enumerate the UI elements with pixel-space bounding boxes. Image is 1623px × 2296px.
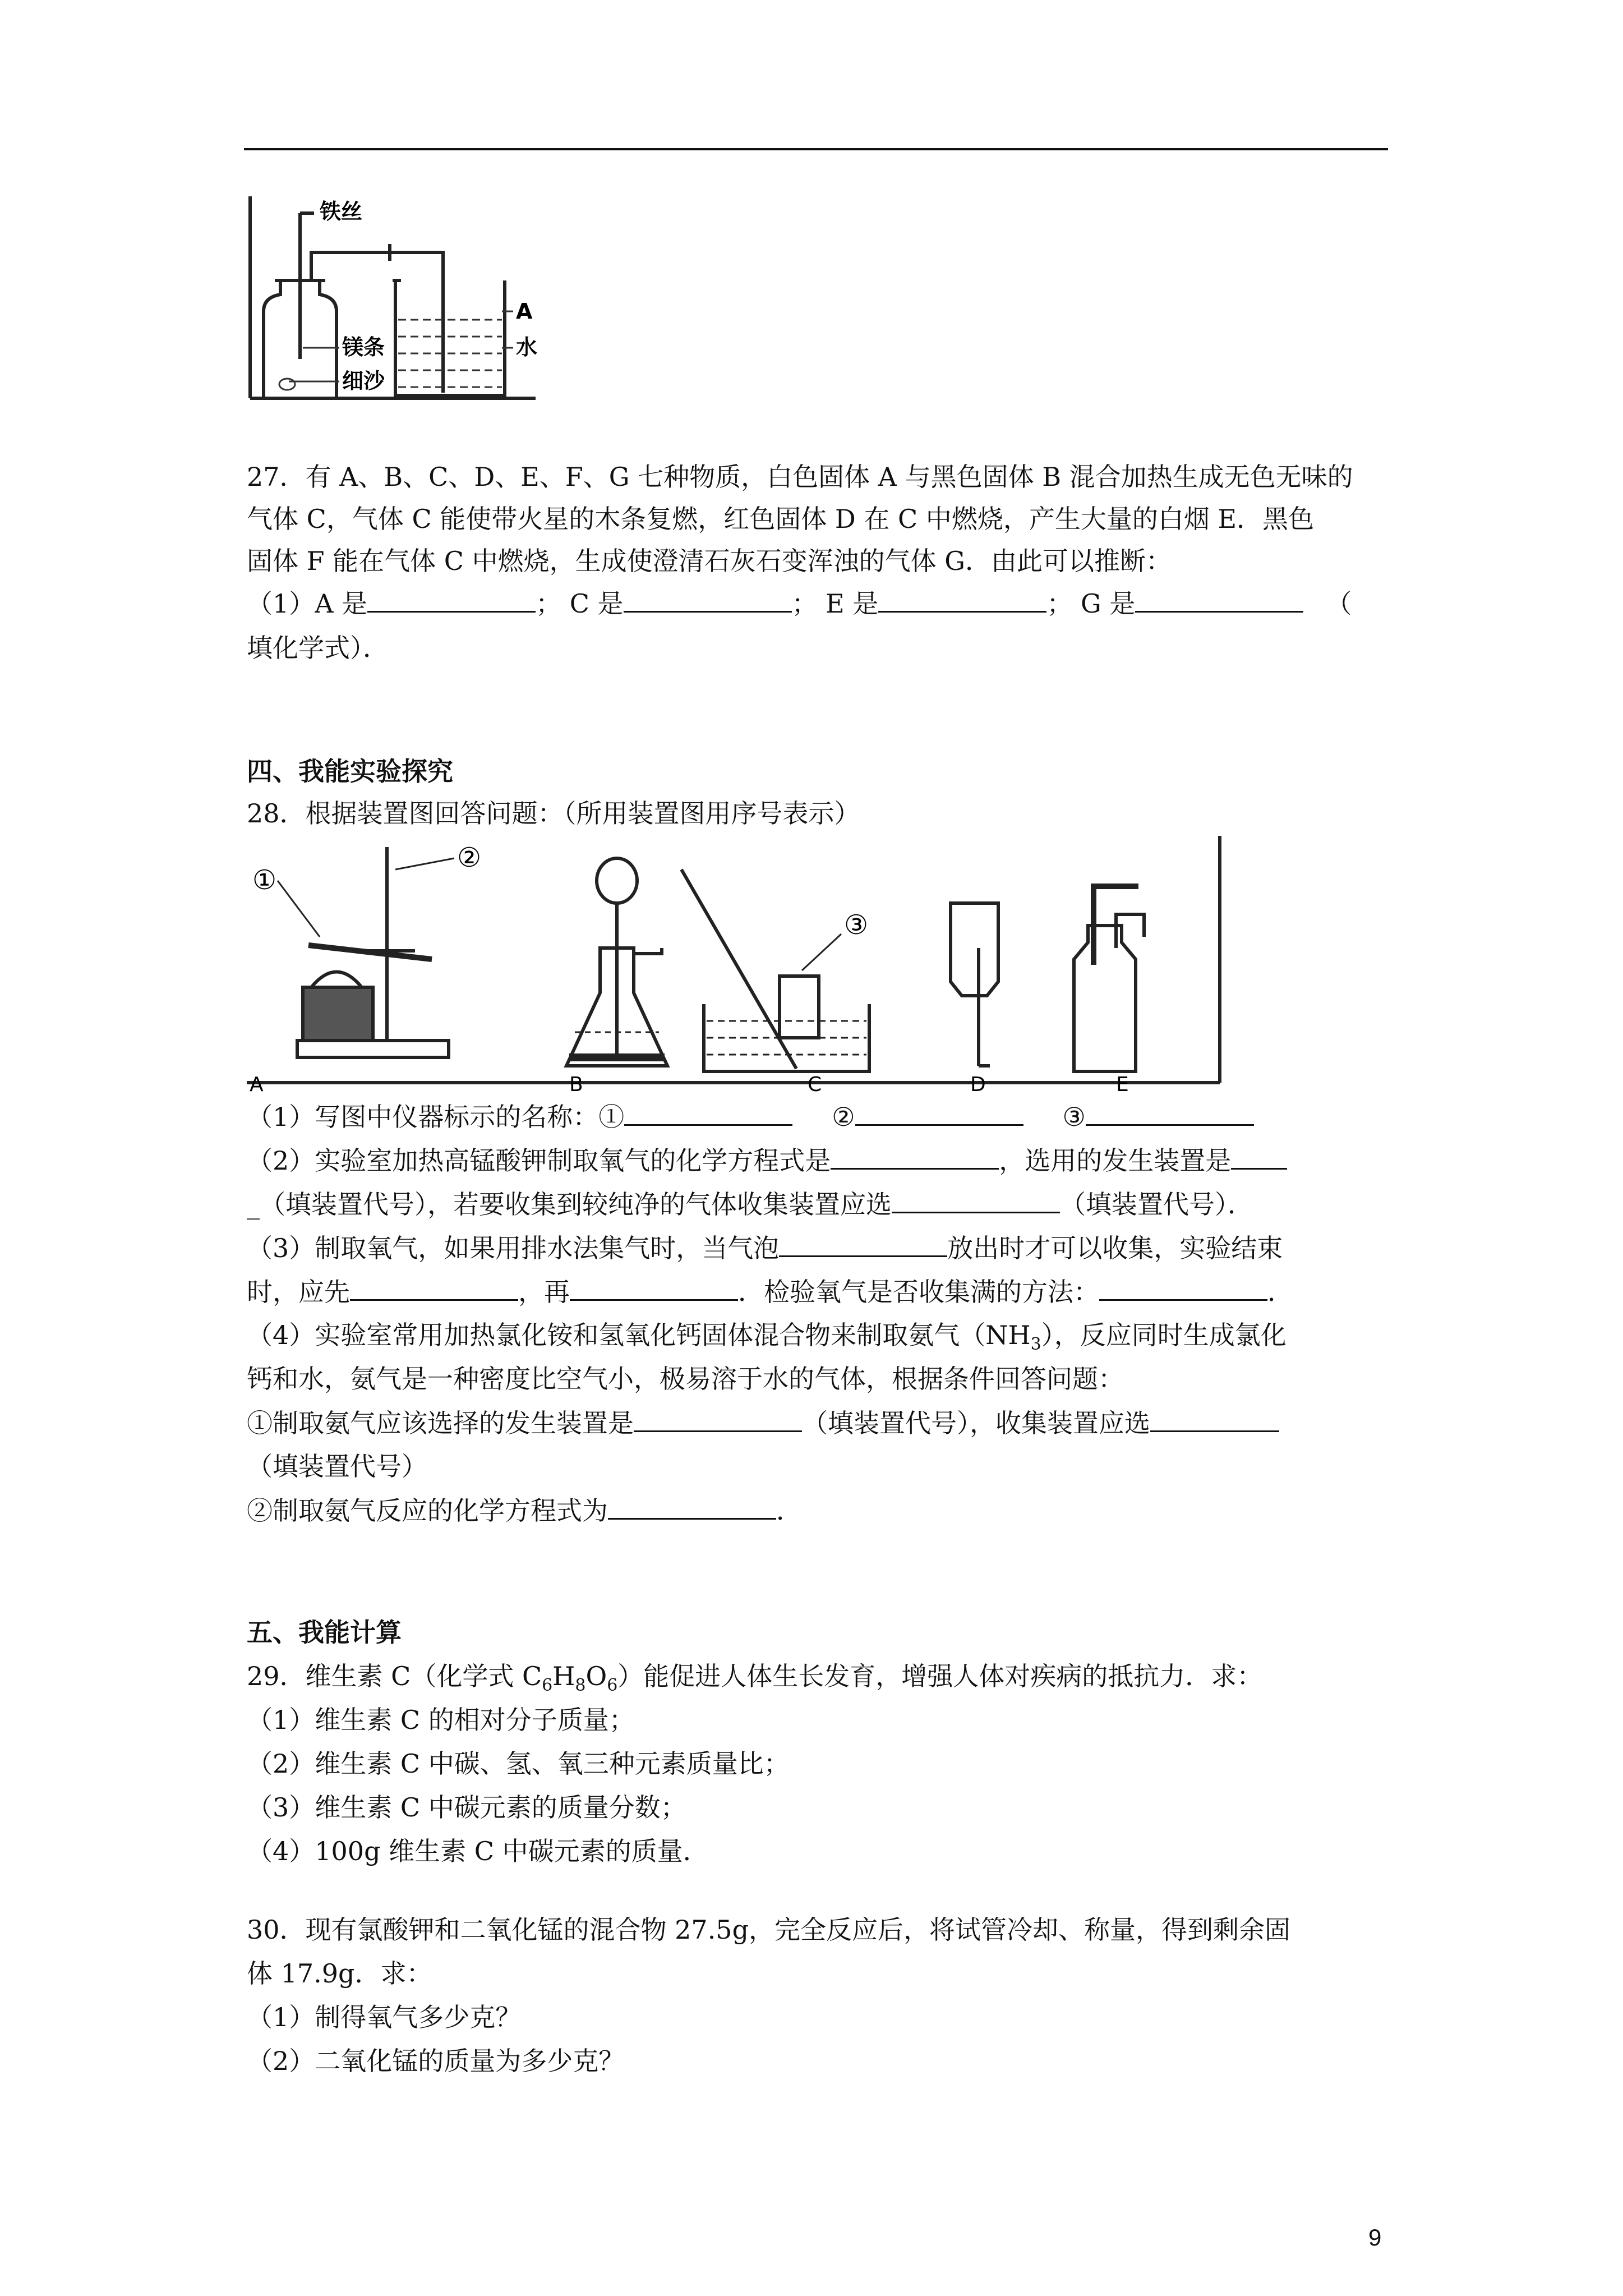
page-number: 9 [1368, 2224, 1382, 2251]
q28-s4-line4: （填装置代号） [247, 1451, 427, 1481]
apparatus-figure-a-to-e [247, 836, 1223, 1094]
q28-s3-text-a: （3）制取氧气，如果用排水法集气时，当气泡 [247, 1233, 780, 1263]
q28-s2-line2 [247, 1187, 1253, 1221]
q29-h: H [552, 1661, 575, 1691]
q28-s1 [247, 1099, 1254, 1134]
fig-label-b: B [569, 1073, 583, 1094]
label-a: A [516, 299, 533, 324]
q28-s4-text-b: ），反应同时生成氯化 [1041, 1320, 1287, 1350]
q28-s3-line2 [247, 1274, 1293, 1309]
label-iron-wire: 铁丝 [320, 199, 363, 224]
q29-part1: （1）维生素 C 的相对分子质量； [247, 1705, 635, 1735]
q28-s2-line1 [247, 1143, 1287, 1177]
q28-s1-label: （1）写图中仪器标示的名称：① [247, 1102, 625, 1132]
q28-s2-text-d: （填装置代号）． [1060, 1189, 1253, 1220]
q28-s2-text-a: （2）实验室加热高锰酸钾制取氧气的化学方程式是 [247, 1145, 831, 1176]
label-mg-strip: 镁条 [342, 335, 385, 360]
q27-blank-a[interactable] [367, 586, 536, 613]
fig-label-c: C [808, 1073, 822, 1094]
q29-sub-h: 8 [575, 1676, 586, 1696]
q29-intro [247, 1659, 1262, 1703]
q28-intro: 28．根据装置图回答问题：（所用装置图用序号表示） [247, 798, 860, 829]
fig-label-2: ② [457, 842, 482, 873]
q28-s4-text-e: （填装置代号），收集装置应选 [802, 1408, 1150, 1438]
q27-line5: 填化学式）． [247, 633, 389, 663]
fig-label-a: A [250, 1073, 264, 1094]
q28-blank-bubbles[interactable] [779, 1231, 947, 1257]
q27-blank-g[interactable] [1135, 586, 1303, 613]
q28-s3-text-d: ，再 [518, 1277, 570, 1307]
q27-label-g: ； G 是 [1046, 588, 1136, 619]
q28-s2-text-c: _（填装置代号），若要收集到较纯净的气体收集装置应选 [247, 1189, 892, 1220]
q28-blank-gen-device[interactable] [1231, 1143, 1287, 1170]
fig-label-3: ③ [844, 909, 869, 941]
fig-label-1: ① [252, 864, 277, 896]
q28-s4-line3 [247, 1406, 1279, 1440]
q28-s3-text-e: ．检验氧气是否收集满的方法： [738, 1277, 1099, 1307]
label-water: 水 [516, 335, 538, 360]
q28-blank-collect-device[interactable] [892, 1187, 1060, 1213]
q30-part1: （1）制得氧气多少克？ [247, 2002, 522, 2032]
q30-line2: 体 17.9g．求： [247, 1958, 432, 1989]
q27-line1: 27．有 A、B、C、D、E、F、G 七种物质，白色固体 A 与黑色固体 B 混合加热生成无色无味的 [247, 462, 1353, 492]
q27-line3: 固体 F 能在气体 C 中燃烧，生成使澄清石灰石变浑浊的气体 G．由此可以推断： [247, 546, 1172, 576]
q28-blank-2[interactable] [855, 1099, 1023, 1126]
q28-s1-label-2: ② [832, 1102, 855, 1132]
fig-label-e: E [1116, 1073, 1129, 1094]
q28-s4-text-a: （4）实验室常用加热氯化铵和氢氧化钙固体混合物来制取氨气（NH [247, 1320, 1031, 1350]
q28-blank-nh3-collect[interactable] [1150, 1406, 1279, 1432]
q27-label-a: （1）A 是 [247, 588, 368, 619]
q29-part3: （3）维生素 C 中碳元素的质量分数； [247, 1792, 686, 1823]
q28-s4-line5 [247, 1493, 802, 1527]
fig-label-d: D [970, 1073, 986, 1094]
q28-s4-text-d: ①制取氨气应该选择的发生装置是 [247, 1408, 634, 1438]
q28-blank-nh3-equation[interactable] [608, 1493, 776, 1520]
q27-line2: 气体 C，气体 C 能使带火星的木条复燃，红色固体 D 在 C 中燃烧，产生大量的白烟 E．黑色 [247, 504, 1315, 534]
header-rule [244, 148, 1388, 150]
q29-intro-a: 29．维生素 C（化学式 C [247, 1661, 542, 1691]
q28-s3-text-f: ． [1267, 1277, 1293, 1307]
q28-s4-line1 [247, 1318, 1287, 1361]
q29-part4: （4）100g 维生素 C 中碳元素的质量． [247, 1836, 709, 1866]
q27-label-e: ； E 是 [791, 588, 879, 619]
q28-blank-nh3-gen[interactable] [634, 1406, 802, 1432]
q27-answer-line [247, 586, 1352, 620]
q28-s4-text-h: ． [776, 1496, 802, 1526]
q30-part2: （2）二氧化锰的质量为多少克？ [247, 2046, 625, 2076]
label-sand: 细沙 [342, 369, 385, 393]
q28-blank-then[interactable] [570, 1274, 738, 1301]
q28-blank-check-method[interactable] [1099, 1274, 1267, 1301]
q28-s4-line2: 钙和水，氨气是一种密度比空气小，极易溶于水的气体，根据条件回答问题： [247, 1364, 1124, 1394]
q29-sub-o: 6 [607, 1676, 618, 1696]
q27-label-c: ； C 是 [536, 588, 624, 619]
q28-s1-label-3: ③ [1062, 1102, 1086, 1132]
q29-intro-b: ）能促进人体生长发育，增强人体对疾病的抵抗力．求： [617, 1661, 1263, 1691]
q28-s3-text-b: 放出时才可以收集，实验结束 [947, 1233, 1283, 1263]
q28-s4-sub: 3 [1030, 1335, 1041, 1355]
q29-part2: （2）维生素 C 中碳、氢、氧三种元素质量比； [247, 1749, 790, 1779]
q30-line1: 30．现有氯酸钾和二氧化锰的混合物 27.5g，完全反应后，将试管冷却、称量，得到剩余固 [247, 1915, 1291, 1945]
q28-blank-1[interactable] [624, 1099, 792, 1126]
section-4-title: 四、我能实验探究 [247, 756, 453, 786]
q27-blank-c[interactable] [624, 586, 792, 613]
q27-blank-e[interactable] [878, 586, 1046, 613]
q27-paren: （ [1326, 588, 1352, 619]
q29-o: O [585, 1661, 607, 1691]
q28-s4-text-g: ②制取氨气反应的化学方程式为 [247, 1496, 608, 1526]
q28-s3-text-c: 时，应先 [247, 1277, 350, 1307]
section-5-title: 五、我能计算 [247, 1617, 402, 1648]
apparatus-figure-mg-burning [247, 191, 538, 404]
q29-sub-c: 6 [542, 1676, 553, 1696]
q28-s3-line1 [247, 1231, 1283, 1265]
q28-blank-3[interactable] [1086, 1099, 1254, 1126]
q28-s2-text-b: ，选用的发生装置是 [999, 1145, 1232, 1176]
q28-blank-first[interactable] [350, 1274, 518, 1301]
q28-blank-equation[interactable] [831, 1143, 999, 1170]
